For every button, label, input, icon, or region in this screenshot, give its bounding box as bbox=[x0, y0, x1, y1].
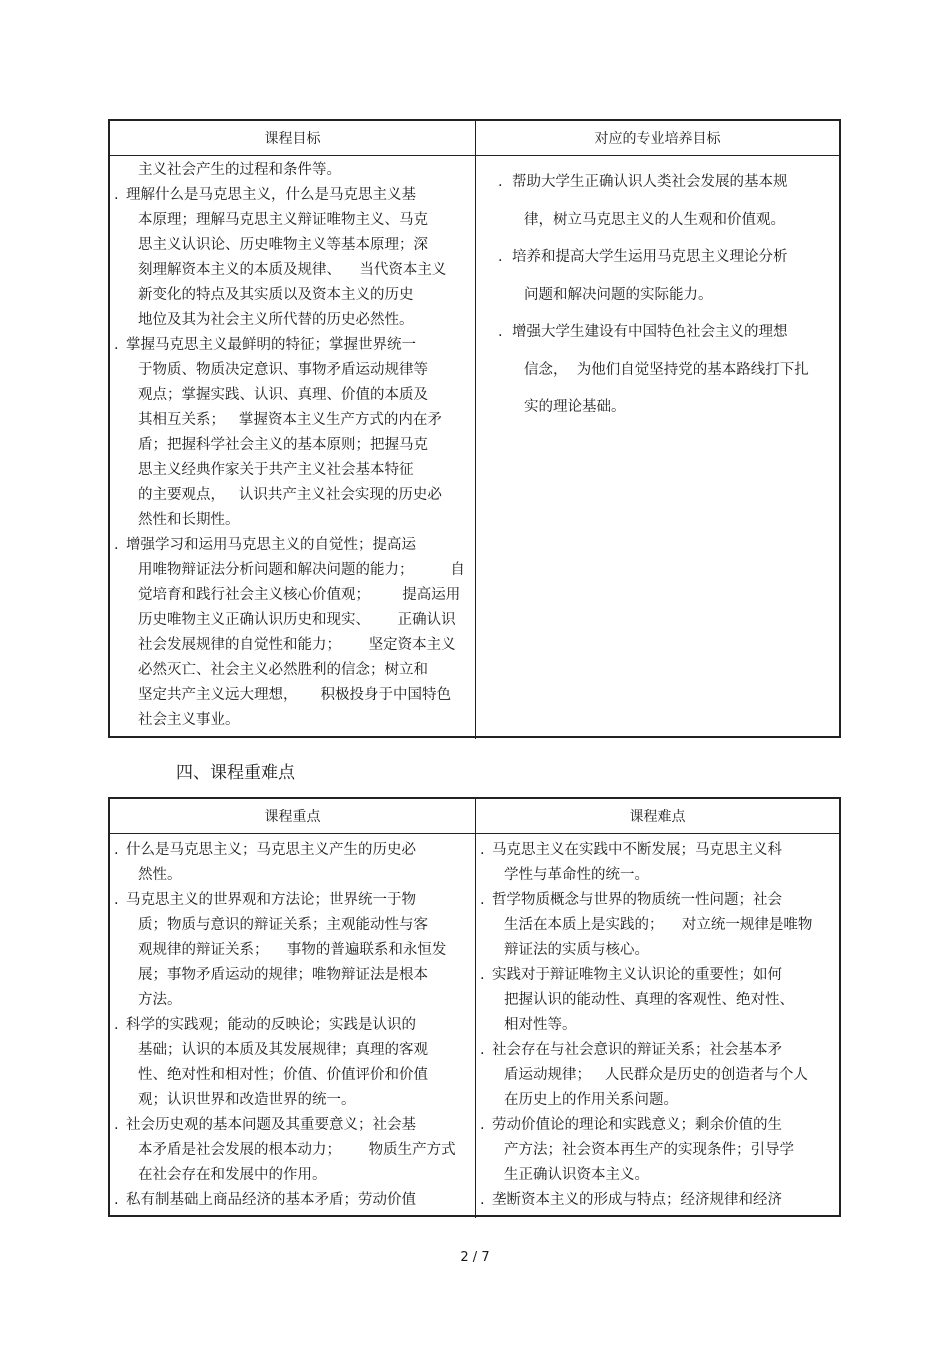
list-item-text: 本原理；理解马克思主义辩证唯物主义、马克 bbox=[138, 212, 428, 228]
list-item-text: 学性与革命性的统一。 bbox=[504, 867, 649, 883]
list-item-line bbox=[110, 308, 475, 333]
list-item-text: 什么是马克思主义；马克思主义产生的历史必 bbox=[126, 842, 416, 858]
list-item-line bbox=[110, 1188, 475, 1213]
list-item bbox=[110, 1013, 475, 1113]
list-item-line bbox=[476, 164, 839, 202]
list-item-text: 律，树立马克思主义的人生观和价值观。 bbox=[524, 211, 785, 228]
list-item-text: 盾；把握科学社会主义的基本原则；把握马克 bbox=[138, 437, 428, 453]
list-item-text: 质；物质与意识的辩证关系；主观能动性与客 bbox=[138, 917, 428, 933]
list-item-line bbox=[110, 333, 475, 358]
list-item-line bbox=[110, 558, 475, 583]
list-item-line bbox=[110, 1013, 475, 1038]
list-item-line bbox=[476, 1038, 839, 1063]
list-item-text: 增强学习和运用马克思主义的自觉性；提高运 bbox=[126, 537, 416, 553]
list-item bbox=[476, 838, 839, 888]
list-item-line bbox=[476, 202, 839, 240]
list-item-line bbox=[476, 863, 839, 888]
list-item bbox=[476, 1188, 839, 1213]
list-item-line bbox=[476, 1138, 839, 1163]
list-item-text: 历史唯物主义正确认识历史和现实、 正确认识 bbox=[138, 612, 456, 628]
list-item-text: 然性和长期性。 bbox=[138, 512, 240, 528]
list-item-line bbox=[110, 408, 475, 433]
list-item-text: 刻理解资本主义的本质及规律、 当代资本主义 bbox=[138, 262, 447, 278]
list-item-line bbox=[110, 863, 475, 888]
list-item-line bbox=[110, 1063, 475, 1088]
bullet-marker: . bbox=[498, 249, 503, 265]
list-item-text: 其相互关系； 掌握资本主义生产方式的内在矛 bbox=[138, 412, 442, 428]
list-item-line bbox=[110, 1038, 475, 1063]
list-item bbox=[476, 1113, 839, 1188]
list-item-text: 辩证法的实质与核心。 bbox=[504, 942, 649, 958]
list-item bbox=[110, 1113, 475, 1188]
bullet-marker: . bbox=[480, 842, 485, 858]
list-item-text: 本矛盾是社会发展的根本动力； 物质生产方式 bbox=[138, 1142, 456, 1158]
course-objectives-table bbox=[108, 119, 841, 738]
list-item-line bbox=[110, 888, 475, 913]
bullet-marker: . bbox=[480, 1192, 485, 1208]
list-item-text: 社会主义事业。 bbox=[138, 712, 240, 728]
list-item-text: 用唯物辩证法分析问题和解决问题的能力； 自 bbox=[138, 562, 465, 578]
bullet-marker: . bbox=[114, 1017, 119, 1033]
bullet-marker: . bbox=[480, 892, 485, 908]
bullet-marker: . bbox=[480, 967, 485, 983]
list-item-line bbox=[110, 158, 475, 183]
list-item-text: 实的理论基础。 bbox=[524, 399, 626, 415]
list-item-line bbox=[476, 988, 839, 1013]
list-item-text: 于物质、物质决定意识、事物矛盾运动规律等 bbox=[138, 362, 428, 378]
list-item-text: 盾运动规律； 人民群众是历史的创造者与个人 bbox=[504, 1067, 808, 1083]
list-item-text: 在社会存在和发展中的作用。 bbox=[138, 1167, 327, 1183]
list-item-text: 基础；认识的本质及其发展规律；真理的客观 bbox=[138, 1042, 428, 1058]
list-item-line bbox=[110, 838, 475, 863]
list-item-text: 产方法；社会资本再生产的实现条件；引导学 bbox=[504, 1142, 794, 1158]
list-item-text: 觉培育和践行社会主义核心价值观； 提高运用 bbox=[138, 587, 461, 603]
list-item-text: 实践对于辩证唯物主义认识论的重要性；如何 bbox=[492, 967, 782, 983]
list-item-text: 把握认识的能动性、真理的客观性、绝对性、 bbox=[504, 992, 794, 1008]
bullet-marker: . bbox=[114, 1117, 119, 1133]
objectives-column bbox=[110, 156, 476, 739]
list-item-text: 社会存在与社会意识的辩证关系；社会基本矛 bbox=[492, 1042, 782, 1058]
list-item bbox=[476, 314, 839, 427]
difficult-points-column bbox=[476, 834, 839, 1218]
list-item-line bbox=[110, 658, 475, 683]
bullet-marker: . bbox=[498, 174, 503, 190]
list-item-text: 相对性等。 bbox=[504, 1017, 577, 1033]
list-item-text: 思主义经典作家关于共产主义社会基本特征 bbox=[138, 462, 414, 478]
list-item-text: 帮助大学生正确认识人类社会发展的基本规 bbox=[512, 174, 788, 190]
list-item-line bbox=[110, 483, 475, 508]
list-item-text: 然性。 bbox=[138, 867, 182, 883]
list-item-line bbox=[110, 508, 475, 533]
list-item bbox=[110, 533, 475, 733]
key-points-column bbox=[110, 834, 476, 1218]
list-item-line bbox=[476, 1088, 839, 1113]
list-item-line bbox=[110, 533, 475, 558]
list-item-line bbox=[110, 433, 475, 458]
bullet-marker: . bbox=[114, 1192, 119, 1208]
list-item bbox=[476, 963, 839, 1038]
header-professional-goals: 对应的专业培养目标 bbox=[594, 131, 721, 147]
bullet-marker: . bbox=[114, 537, 119, 553]
list-item-text: 新变化的特点及其实质以及资本主义的历史 bbox=[138, 287, 414, 303]
list-item bbox=[110, 888, 475, 1013]
list-item bbox=[110, 333, 475, 533]
list-item-text: 理解什么是马克思主义，什么是马克思主义基 bbox=[126, 187, 416, 203]
header-difficult-points: 课程难点 bbox=[629, 809, 686, 825]
list-item-text: 增强大学生建设有中国特色社会主义的理想 bbox=[512, 324, 788, 340]
bullet-marker: . bbox=[114, 892, 119, 908]
list-item-line bbox=[476, 1013, 839, 1038]
table-header-row bbox=[110, 121, 839, 156]
table-header-row bbox=[110, 799, 839, 834]
list-item-text: 观规律的辩证关系； 事物的普遍联系和永恒发 bbox=[138, 942, 447, 958]
list-item-line bbox=[476, 352, 839, 390]
list-item-text: 问题和解决问题的实际能力。 bbox=[524, 286, 713, 303]
list-item-line bbox=[110, 963, 475, 988]
list-item-text: 地位及其为社会主义所代替的历史必然性。 bbox=[138, 312, 414, 328]
list-item-line bbox=[110, 1138, 475, 1163]
list-item-line bbox=[110, 233, 475, 258]
list-item-line bbox=[476, 239, 839, 277]
list-item-text: 在历史上的作用关系问题。 bbox=[504, 1092, 678, 1108]
key-difficult-points-table bbox=[108, 797, 841, 1217]
list-item-text: 马克思主义在实践中不断发展；马克思主义科 bbox=[492, 842, 782, 858]
list-item-line bbox=[110, 988, 475, 1013]
list-item-line bbox=[476, 1188, 839, 1213]
list-item-text: 坚定共产主义远大理想， 积极投身于中国特色 bbox=[138, 687, 452, 703]
bullet-marker: . bbox=[114, 187, 119, 203]
list-item bbox=[110, 838, 475, 888]
goals-column bbox=[476, 156, 839, 739]
list-item-line bbox=[110, 1163, 475, 1188]
list-item-text: 社会历史观的基本问题及其重要意义；社会基 bbox=[126, 1117, 416, 1133]
list-item-line bbox=[110, 608, 475, 633]
list-item-line bbox=[110, 708, 475, 733]
header-key-points: 课程重点 bbox=[110, 799, 476, 833]
list-item-line bbox=[476, 913, 839, 938]
bullet-marker: . bbox=[480, 1117, 485, 1133]
list-item bbox=[476, 239, 839, 314]
list-item-text: 掌握马克思主义最鲜明的特征；掌握世界统一 bbox=[126, 337, 416, 353]
list-item bbox=[110, 183, 475, 333]
list-item-text: 信念， 为他们自觉坚持党的基本路线打下扎 bbox=[524, 361, 809, 378]
list-item-text: 的主要观点， 认识共产主义社会实现的历史必 bbox=[138, 487, 442, 503]
list-item-line bbox=[476, 389, 839, 427]
list-item-line bbox=[110, 358, 475, 383]
list-item bbox=[476, 164, 839, 239]
list-item-line bbox=[476, 1063, 839, 1088]
list-item-text: 必然灭亡、社会主义必然胜利的信念；树立和 bbox=[138, 662, 428, 678]
list-item-line bbox=[476, 888, 839, 913]
header-course-objectives: 课程目标 bbox=[110, 121, 476, 155]
list-item-line bbox=[476, 1113, 839, 1138]
list-item-text: 观；认识世界和改造世界的统一。 bbox=[138, 1092, 356, 1108]
list-item-line bbox=[110, 1113, 475, 1138]
list-item bbox=[110, 1188, 475, 1213]
list-item-line bbox=[110, 938, 475, 963]
list-item-text: 性、绝对性和相对性；价值、价值评价和价值 bbox=[138, 1067, 428, 1083]
section-heading: 四、课程重难点 bbox=[176, 763, 295, 783]
list-item-line bbox=[110, 1088, 475, 1113]
bullet-marker: . bbox=[114, 337, 119, 353]
list-item-text: 思主义认识论、历史唯物主义等基本原理；深 bbox=[138, 237, 428, 253]
list-item-line bbox=[476, 938, 839, 963]
list-item-line bbox=[476, 963, 839, 988]
list-item-text: 培养和提高大学生运用马克思主义理论分析 bbox=[512, 249, 788, 265]
bullet-marker: . bbox=[114, 842, 119, 858]
list-item-line bbox=[110, 258, 475, 283]
bullet-marker: . bbox=[480, 1042, 485, 1058]
list-item-text: 马克思主义的世界观和方法论；世界统一于物 bbox=[126, 892, 416, 908]
list-item-text: 主义社会产生的过程和条件等。 bbox=[138, 162, 341, 178]
list-item-line bbox=[110, 683, 475, 708]
list-item-line bbox=[110, 583, 475, 608]
list-item-line bbox=[110, 183, 475, 208]
list-item-line bbox=[110, 208, 475, 233]
list-item-line bbox=[110, 283, 475, 308]
list-item-line bbox=[476, 1163, 839, 1188]
list-item-text: 劳动价值论的理论和实践意义；剩余价值的生 bbox=[492, 1117, 782, 1133]
list-item-text: 私有制基础上商品经济的基本矛盾；劳动价值 bbox=[126, 1192, 416, 1208]
list-item bbox=[476, 888, 839, 963]
list-item-text: 垄断资本主义的形成与特点；经济规律和经济 bbox=[492, 1192, 782, 1208]
list-item-line bbox=[110, 383, 475, 408]
list-item-text: 生正确认识资本主义。 bbox=[504, 1167, 649, 1183]
list-item-text: 观点；掌握实践、认识、真理、价值的本质及 bbox=[138, 387, 428, 403]
list-item-text: 哲学物质概念与世界的物质统一性问题；社会 bbox=[492, 892, 782, 908]
list-item-line bbox=[476, 314, 839, 352]
list-item-line bbox=[110, 458, 475, 483]
list-item-text: 生活在本质上是实践的； 对立统一规律是唯物 bbox=[504, 917, 813, 933]
list-item-text: 社会发展规律的自觉性和能力； 坚定资本主义 bbox=[138, 637, 456, 653]
bullet-marker: . bbox=[498, 324, 503, 340]
list-item-line bbox=[476, 277, 839, 315]
page-number: 2 / 7 bbox=[460, 1250, 490, 1265]
list-item-line bbox=[110, 913, 475, 938]
list-item-line bbox=[110, 633, 475, 658]
list-item bbox=[110, 158, 475, 183]
list-item-text: 科学的实践观；能动的反映论；实践是认识的 bbox=[126, 1017, 416, 1033]
list-item-line bbox=[476, 838, 839, 863]
list-item-text: 展；事物矛盾运动的规律；唯物辩证法是根本 bbox=[138, 967, 428, 983]
list-item-text: 方法。 bbox=[138, 992, 182, 1008]
list-item bbox=[476, 1038, 839, 1113]
